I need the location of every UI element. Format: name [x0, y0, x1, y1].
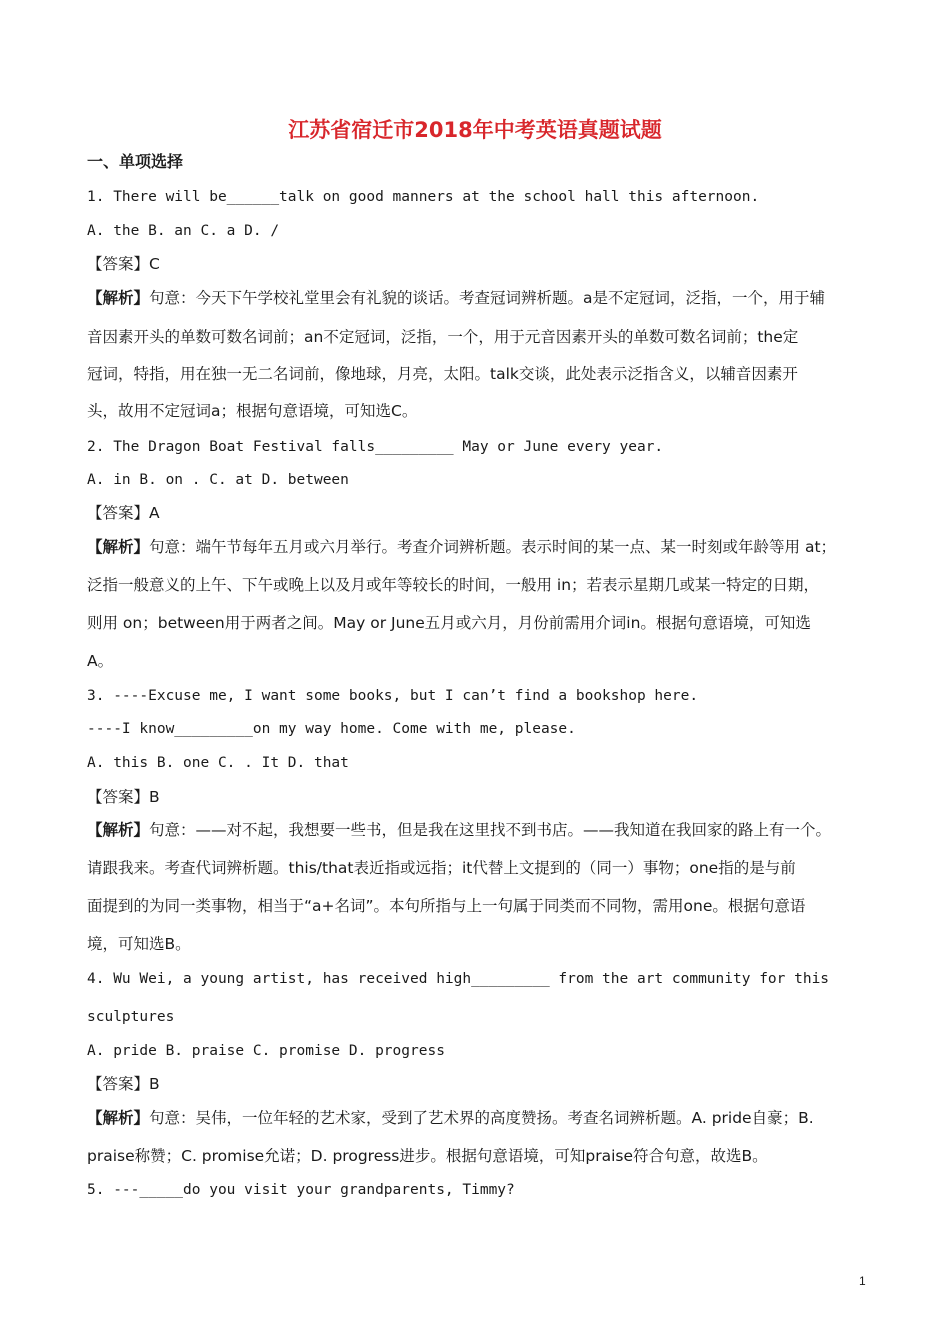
answer-line: 【答案】B	[87, 1075, 160, 1093]
explanation-continuation: 头，故用不定冠词a；根据句意语境，可知选C。	[87, 402, 418, 420]
explanation-label: 【解析】	[87, 821, 150, 839]
question-line: ----I know_________on my way home. Come with me, please.	[87, 721, 576, 737]
explanation-text: 句意：今天下午学校礼堂里会有礼貌的谈话。考查冠词辨析题。a是不定冠词，泛指，一个，用于辅	[149, 289, 826, 307]
explanation-continuation: 请跟我来。考查代词辨析题。this/that表近指或远指；it代替上文提到的（同一）事物；one指的是与前	[87, 859, 796, 877]
explanation-continuation: praise称赞；C. promise允诺；D. progress进步。根据句意语境，可知praise符合句意，故选B。	[87, 1147, 768, 1165]
explanation-continuation: 音因素开头的单数可数名词前；an不定冠词，泛指，一个，用于元音因素开头的单数可数名词前；the定	[87, 328, 799, 346]
explanation-text: 句意：吴伟，一位年轻的艺术家，受到了艺术界的高度赞扬。考查名词辨析题。A. pride自豪；B.	[149, 1109, 814, 1127]
explanation-continuation: 境，可知选B。	[87, 935, 191, 953]
answer-line: 【答案】A	[87, 504, 160, 522]
explanation-line	[87, 288, 877, 308]
explanation-line	[87, 820, 877, 840]
question-line: 5. ---_____do you visit your grandparents, Timmy?	[87, 1182, 515, 1198]
question-line: A. pride B. praise C. promise D. progress	[87, 1043, 445, 1059]
explanation-continuation: A。	[87, 652, 114, 670]
explanation-continuation: 冠词，特指，用在独一无二名词前，像地球，月亮，太阳。talk交谈，此处表示泛指含义，以辅音因素开	[87, 365, 798, 383]
answer-line: 【答案】C	[87, 255, 160, 273]
explanation-label: 【解析】	[87, 289, 150, 307]
question-line: 4. Wu Wei, a young artist, has received high_________ from the art community for this	[87, 971, 830, 987]
explanation-text: 句意：端午节每年五月或六月举行。考查介词辨析题。表示时间的某一点、某一时刻或年龄等用 at；	[149, 538, 837, 556]
explanation-continuation: 则用 on；between用于两者之间。May or June五月或六月，月份前需用介词in。根据句意语境，可知选	[87, 614, 811, 632]
question-line: 1. There will be______talk on good manners at the school hall this afternoon.	[87, 189, 760, 205]
explanation-text: 句意：——对不起，我想要一些书，但是我在这里找不到书店。——我知道在我回家的路上有一个。	[149, 821, 832, 839]
question-line: A. the B. an C. a D. /	[87, 223, 280, 239]
explanation-label: 【解析】	[87, 1109, 150, 1127]
question-line: A. in B. on . C. at D. between	[87, 472, 349, 488]
explanation-line	[87, 1108, 877, 1128]
question-line: 3. ----Excuse me, I want some books, but I can’t find a bookshop here.	[87, 688, 699, 704]
explanation-label: 【解析】	[87, 538, 150, 556]
question-line: 2. The Dragon Boat Festival falls_________ May or June every year.	[87, 439, 664, 455]
question-line: sculptures	[87, 1009, 175, 1025]
question-line: A. this B. one C. . It D. that	[87, 755, 349, 771]
answer-line: 【答案】B	[87, 788, 160, 806]
document-title: 江苏省宿迁市2018年中考英语真题试题	[288, 118, 662, 142]
section-heading: 一、单项选择	[87, 152, 184, 171]
explanation-line	[87, 537, 877, 557]
explanation-continuation: 面提到的为同一类事物，相当于“a+名词”。本句所指与上一句属于同类而不同物，需用one。根据句意语	[87, 897, 806, 915]
explanation-continuation: 泛指一般意义的上午、下午或晚上以及月或年等较长的时间，一般用 in；若表示星期几或某一特定的日期，	[87, 576, 820, 594]
page-number: 1	[859, 1274, 866, 1288]
